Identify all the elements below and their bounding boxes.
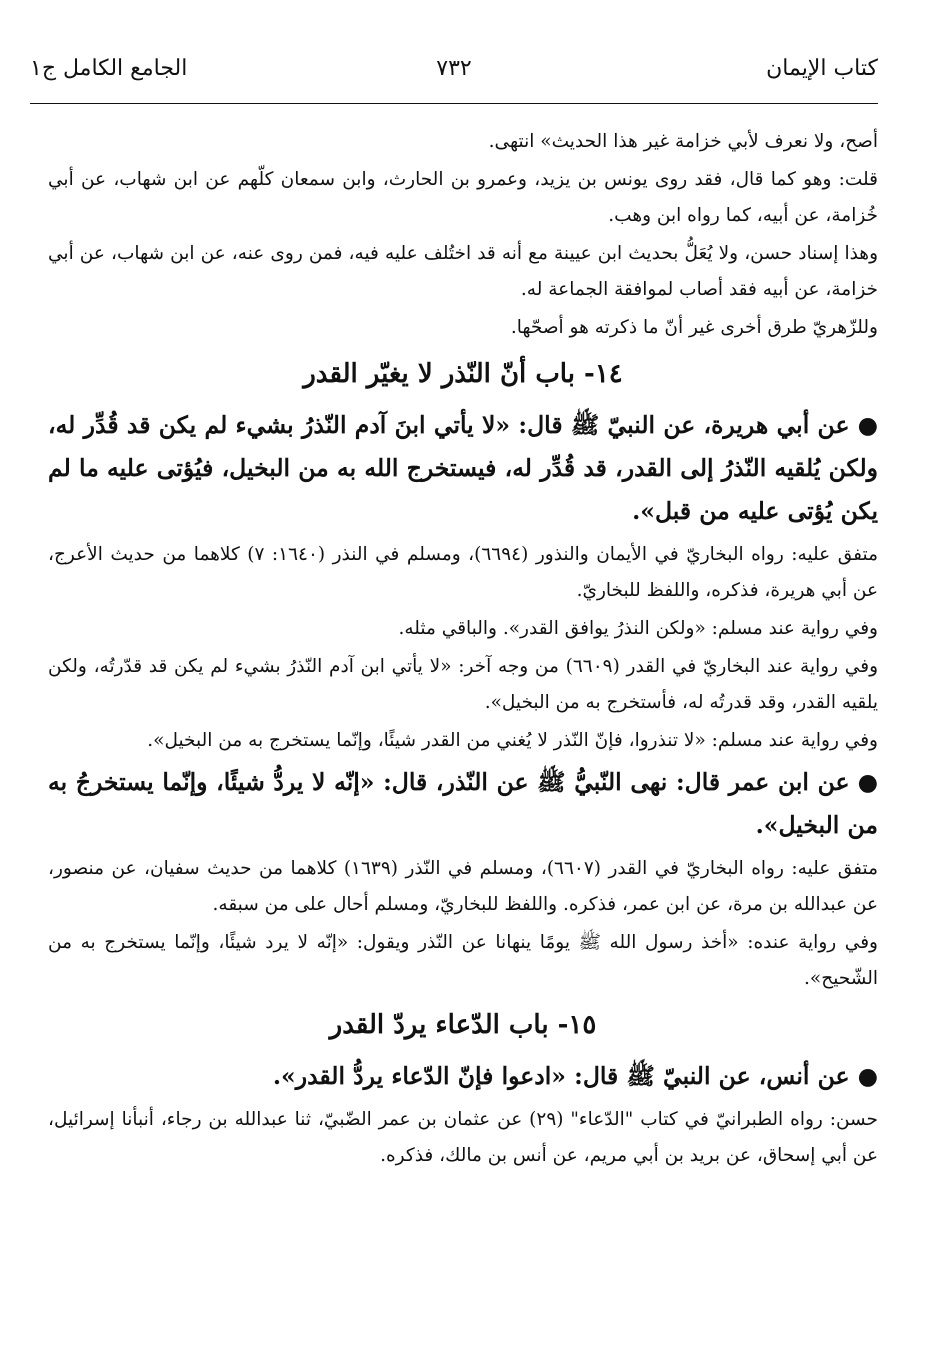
paragraph-text: متفق عليه: رواه البخاريّ في القدر (٦٦٠٧)، ومسلم في النّذر (١٦٣٩) كلاهما من حديث سفيان، عن منصور، عن عبدالله بن مرة، عن ابن عمر، فذكره. واللفظ للبخاريّ، ومسلم أحال على من سبقه. <box>48 858 878 915</box>
paragraph-text: حسن: رواه الطبرانيّ في كتاب "الدّعاء" (٢٩) عن عثمان بن عمر الضّبيّ، ثنا عبدالله بن رجاء، أنبأنا إسرائيل، عن أبي إسحاق، عن بريد بن أبي مريم، عن أنس بن مالك، فذكره. <box>48 1109 878 1166</box>
bullet-icon: ● <box>857 768 878 796</box>
book-chapter-title: كتاب الإيمان <box>766 56 878 81</box>
paragraph-text: وفي رواية عند مسلم: «لا تنذروا، فإنّ النّذر لا يُغني من القدر شيئًا، وإنّما يستخرج به من البخيل». <box>147 730 878 751</box>
commentary-paragraph <box>48 236 878 308</box>
commentary-paragraph <box>48 851 878 923</box>
paragraph-text: متفق عليه: رواه البخاريّ في الأيمان والنذور (٦٦٩٤)، ومسلم في النذر (١٦٤٠: ٧) كلاهما من حديث الأعرج، عن أبي هريرة، فذكره، واللفظ للبخاريّ. <box>48 544 878 601</box>
paragraph-text: عن أبي هريرة، عن النبيّ ﷺ قال: «لا يأتي ابنَ آدم النّذرُ بشيء لم يكن قد قُدِّر له، ولكن يُلقيه النّذرُ إلى القدر، قد قُدِّر له، فيستخرج الله به من البخيل، فيُؤتى عليه ما لم يكن يُؤتى عليه من قبل». <box>48 411 878 525</box>
paragraph-text: أصح، ولا نعرف لأبي خزامة غير هذا الحديث» انتهى. <box>488 131 878 152</box>
header-divider <box>30 103 878 104</box>
paragraph-text: وهذا إسناد حسن، ولا يُعَلُّ بحديث ابن عيينة مع أنه قد اختُلف عليه فيه، فمن روى عنه، عن ابن شهاب، عن أبي خزامة، عن أبيه فقد أصاب لموافقة الجماعة له. <box>48 243 878 300</box>
paragraph-text: وفي رواية عند مسلم: «ولكن النذرُ يوافق القدر». والباقي مثله. <box>398 618 878 639</box>
bullet-icon: ● <box>857 411 878 439</box>
paragraph-text: عن ابن عمر قال: نهى النّبيُّ ﷺ عن النّذر، قال: «إنّه لا يردُّ شيئًا، وإنّما يستخرجُ به من البخيل». <box>48 768 878 839</box>
page-number: ٧٣٢ <box>436 56 472 81</box>
bullet-icon: ● <box>857 1062 878 1090</box>
section-heading <box>48 1001 878 1049</box>
commentary-paragraph <box>48 124 878 160</box>
commentary-paragraph <box>48 723 878 759</box>
paragraph-text: قلت: وهو كما قال، فقد روى يونس بن يزيد، وعمرو بن الحارث، وابن سمعان كلّهم عن ابن شهاب، عن أبي خُزامة، عن أبيه، كما رواه ابن وهب. <box>48 169 878 226</box>
commentary-paragraph <box>48 925 878 997</box>
commentary-paragraph <box>48 1102 878 1174</box>
page-body <box>48 124 878 1176</box>
paragraph-text: وللزّهريّ طرق أخرى غير أنّ ما ذكرته هو أصحّها. <box>510 317 878 338</box>
commentary-paragraph <box>48 611 878 647</box>
commentary-paragraph <box>48 649 878 721</box>
paragraph-text: ١٥- باب الدّعاء يردّ القدر <box>329 1010 597 1040</box>
paragraph-text: عن أنس، عن النبيّ ﷺ قال: «ادعوا فإنّ الدّعاء يردُّ القدر». <box>272 1062 850 1090</box>
section-heading <box>48 350 878 398</box>
book-volume-title: الجامع الكامل ج١ <box>30 56 188 81</box>
hadith-text <box>48 1055 878 1098</box>
commentary-paragraph <box>48 162 878 234</box>
page-header <box>30 56 878 96</box>
hadith-text <box>48 761 878 847</box>
commentary-paragraph <box>48 310 878 346</box>
paragraph-text: ١٤- باب أنّ النّذر لا يغيّر القدر <box>303 359 623 389</box>
paragraph-text: وفي رواية عنده: «أخذ رسول الله ﷺ يومًا ينهانا عن النّذر ويقول: «إنّه لا يرد شيئًا، وإنّما يستخرج به من الشّحيح». <box>48 932 878 989</box>
hadith-text <box>48 404 878 533</box>
commentary-paragraph <box>48 537 878 609</box>
paragraph-text: وفي رواية عند البخاريّ في القدر (٦٦٠٩) من وجه آخر: «لا يأتي ابن آدم النّذرُ بشيء لم يكن قد قدّرتُه، ولكن يلقيه القدر، وقد قدرتُه له، فأستخرج به من البخيل». <box>48 656 878 713</box>
